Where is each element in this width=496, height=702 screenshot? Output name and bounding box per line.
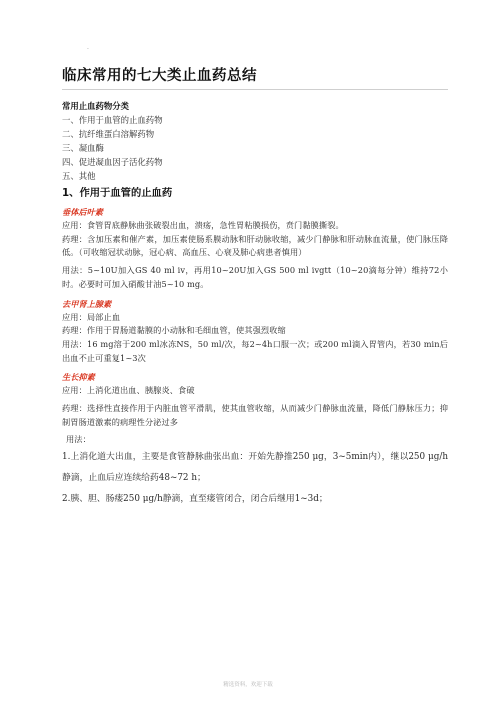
drug-pharmacology: 药理：选择性直接作用于内脏血管平滑肌，使其血管收缩，从而减少门静脉血流量，降低门静脉压力；抑制胃肠道激素的病理性分泌过多: [62, 403, 448, 427]
drug-name: 生长抑素: [62, 372, 95, 383]
drug-indication: 应用：局部止血: [62, 311, 121, 322]
drug-usage: 用法：16 mg溶于200 ml冰冻NS，50 ml/次，每2~4h口服一次；或200 ml滴入胃管内，若30 min后出血不止可重复1~3次: [62, 338, 448, 363]
drug-block-norepinephrine: [62, 298, 448, 366]
drug-pharmacology: 药理：含加压素和催产素，加压素使肠系膜动脉和肝动脉收缩，减少门静脉和肝动脉血流量，使门脉压降低。（可收缩冠状动脉，冠心病、高血压、心衰及肺心病患者慎用）: [62, 233, 448, 258]
drug-name: 去甲肾上腺素: [62, 298, 112, 309]
category-subheading: 常用止血药物分类: [62, 101, 129, 111]
drug-pharmacology: 药理：作用于胃肠道黏膜的小动脉和毛细血管，使其强烈收缩: [62, 325, 286, 336]
category-list: [62, 113, 448, 183]
drug-indication: 应用：食管胃底静脉曲张破裂出血，溃疡，急性胃粘膜损伤，贲门黏膜撕裂。: [62, 220, 344, 230]
drug-usage-item: 1.上消化道大出血，主要是食管静脉曲张出血：开始先静推250 μg，3~5min内），继以250 μg/h静滴，止血后应连续给药48~72 h；: [62, 452, 448, 484]
title-divider: [62, 89, 448, 90]
document-title: 临床常用的七大类止血药总结: [62, 68, 257, 84]
category-item: 一、作用于血管的止血药物: [62, 115, 163, 125]
drug-indication: 应用：上消化道出血、胰腺炎、食破: [62, 385, 195, 396]
page-footer: 精选资料，欢迎下载: [223, 682, 273, 688]
drug-block-vasopressin: [62, 206, 448, 292]
top-dot-mark: .: [87, 44, 89, 51]
category-item: 二、抗纤维蛋白溶解药物: [62, 129, 155, 139]
drug-block-somatostatin: [62, 371, 448, 510]
category-item: 五、其他: [62, 171, 96, 181]
section-heading: 1、作用于血管的止血药: [62, 187, 173, 199]
drug-usage: 用法：5~10U加入GS 40 ml iv，再用10~20U加入GS 500 ml ivgtt（10~20滴每分钟）维持72小时。必要时可加入硝酸甘油5~10 mg。: [62, 265, 448, 289]
category-item: 四、促进凝血因子活化药物: [62, 157, 163, 167]
drug-usage-label: 用法：: [66, 434, 91, 445]
category-item: 三、凝血酶: [62, 143, 104, 153]
drug-name: 垂体后叶素: [62, 207, 103, 217]
drug-usage-item: 2.胰、胆、肠瘘250 μg/h静滴，直至瘘管闭合，闭合后继用1~3d；: [62, 494, 328, 505]
document-body: [62, 100, 448, 510]
